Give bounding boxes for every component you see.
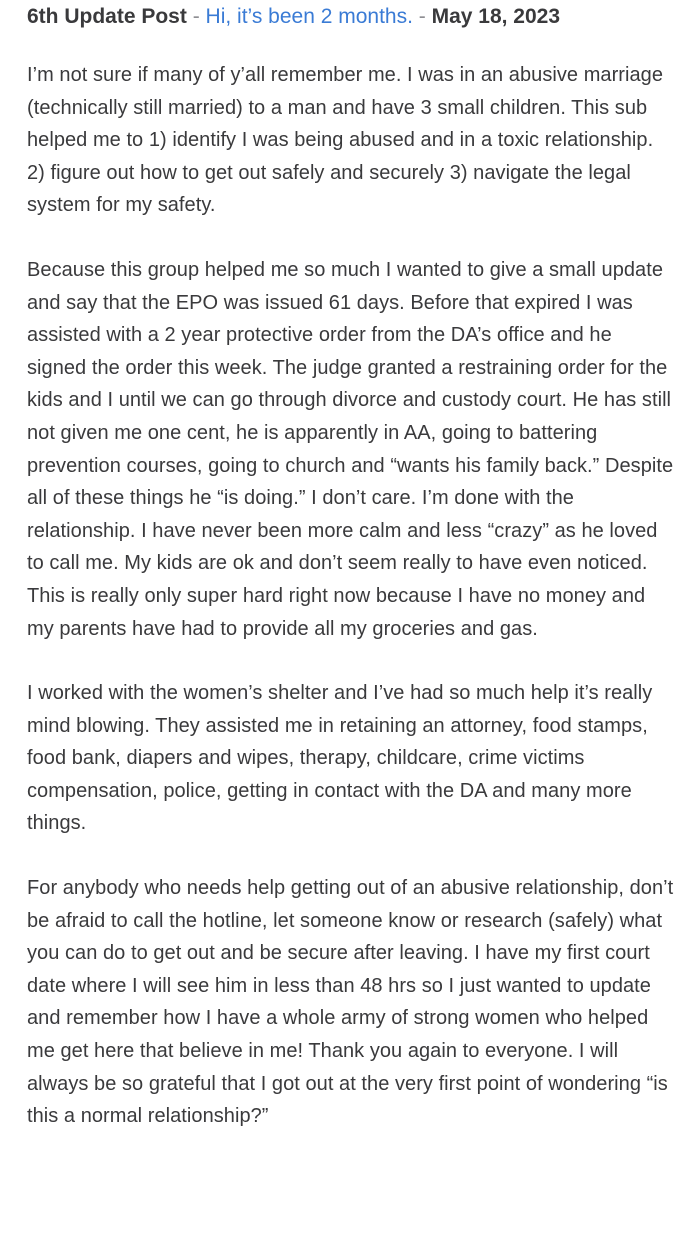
post-body bbox=[27, 59, 676, 1133]
header-separator: - bbox=[186, 5, 206, 28]
update-label: 6th Update Post bbox=[27, 5, 187, 28]
paragraph-shelter: I worked with the women’s shelter and I’ve had so much help it’s really mind blowing. They assisted me in retaining an attorney, food stamps, food bank, diapers and wipes, therapy, childcare, crime victims compensation, police, getting in contact with the DA and many more things. bbox=[27, 682, 653, 835]
paragraph-intro: I’m not sure if many of y’all remember me. I was in an abusive marriage (technically still married) to a man and have 3 small children. This sub helped me to 1) identify I was being abused and in a toxic relationship. 2) figure out how to get out safely and securely 3) navigate the legal system for my safety. bbox=[27, 64, 664, 217]
paragraph-advice: For anybody who needs help getting out of an abusive relationship, don’t be afraid to call the hotline, let someone know or research (safely) what you can do to get out and be secure after leaving. I have my first court date where I will see him in less than 48 hrs so I just wanted to update and remember how I have a whole army of strong women who helped me get here that believe in me! Thank you again to everyone. I will always be so grateful that I got out at the very first point of wondering “is this a normal relationship?” bbox=[27, 877, 674, 1128]
paragraph-update: Because this group helped me so much I wanted to give a small update and say that the EPO was issued 61 days. Before that expired I was assisted with a 2 year protective order from the DA’s office and he signed the order this week. The judge granted a restraining order for the kids and I until we can go through divorce and custody court. He has still not given me one cent, he is apparently in AA, going to battering prevention courses, going to church and “wants his family back.” Despite all of these things he “is doing.” I don’t care. I’m done with the relationship. I have never been more calm and less “crazy” as he loved to call me. My kids are ok and don’t seem really to have even noticed. This is really only super hard right now because I have no money and my parents have had to provide all my groceries and gas. bbox=[27, 258, 674, 640]
post-date: May 18, 2023 bbox=[431, 5, 561, 28]
post-header bbox=[27, 6, 676, 28]
post-title-link[interactable]: Hi, it’s been 2 months. bbox=[205, 5, 413, 28]
header-separator: - bbox=[412, 5, 432, 28]
